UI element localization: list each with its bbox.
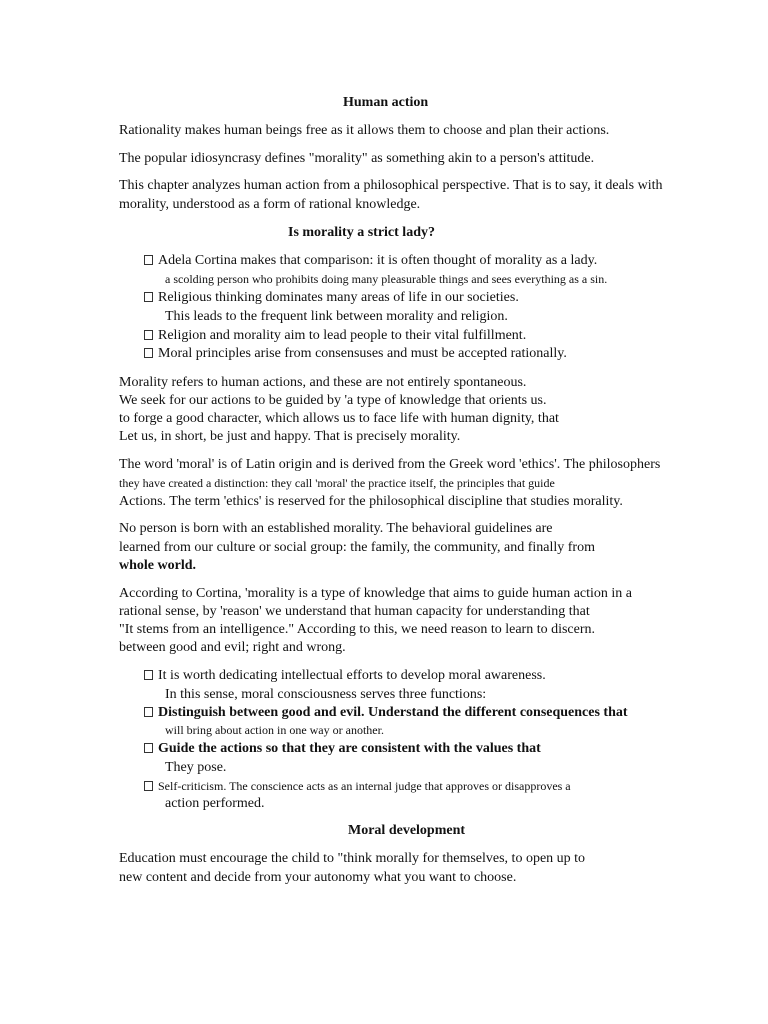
- checkbox-glyph-icon: [144, 743, 153, 753]
- paragraph-popular-idiosyncrasy: The popular idiosyncrasy defines "morality" as something akin to a person's attitude.: [119, 151, 595, 166]
- section-heading-moral-development: Moral development: [348, 823, 466, 838]
- paragraph-no-person-line-2: learned from our culture or social group: the family, the community, and finally from: [119, 540, 595, 555]
- paragraph-chapter-line-2: morality, understood as a form of rational knowledge.: [119, 197, 421, 212]
- paragraph-morality-line-2: We seek for our actions to be guided by 'a type of knowledge that orients us.: [119, 393, 547, 408]
- checkbox-glyph-icon: [144, 330, 153, 340]
- paragraph-rationality: Rationality makes human beings free as it allows them to choose and plan their actions.: [119, 123, 610, 138]
- checkbox-glyph-icon: [144, 348, 153, 358]
- paragraph-moral-origin-line-3: Actions. The term 'ethics' is reserved for the philosophical discipline that studies morality.: [119, 494, 623, 509]
- paragraph-morality-line-1: Morality refers to human actions, and these are not entirely spontaneous.: [119, 375, 527, 390]
- checkbox-glyph-icon: [144, 670, 153, 680]
- section-heading-strict-lady: Is morality a strict lady?: [288, 225, 435, 240]
- list-item: Guide the actions so that they are consistent with the values that: [144, 742, 541, 756]
- paragraph-education-line-2: new content and decide from your autonomy what you want to choose.: [119, 870, 517, 885]
- list-item: Religious thinking dominates many areas of life in our societies.: [144, 291, 519, 305]
- paragraph-morality-line-4: Let us, in short, be just and happy. That is precisely morality.: [119, 429, 461, 444]
- paragraph-cortina-line-4: between good and evil; right and wrong.: [119, 640, 346, 655]
- checkbox-glyph-icon: [144, 781, 153, 791]
- list-item-subtext: action performed.: [165, 796, 265, 811]
- list-item: It is worth dedicating intellectual efforts to develop moral awareness.: [144, 669, 546, 683]
- paragraph-no-person-line-3: whole world.: [119, 558, 196, 573]
- paragraph-moral-origin-line-1: The word 'moral' is of Latin origin and is derived from the Greek word 'ethics'. The philosophers: [119, 457, 661, 472]
- paragraph-chapter-line-1: This chapter analyzes human action from a philosophical perspective. That is to say, it deals with: [119, 178, 663, 193]
- list-item: Self-criticism. The conscience acts as an internal judge that approves or disapproves a: [144, 780, 571, 792]
- checkbox-glyph-icon: [144, 255, 153, 265]
- list-item: Adela Cortina makes that comparison: it is often thought of morality as a lady.: [144, 254, 597, 268]
- list-item-subtext: will bring about action in one way or another.: [165, 723, 384, 737]
- paragraph-moral-origin-line-2: they have created a distinction: they call 'moral' the practice itself, the principles that guide: [119, 476, 555, 490]
- checkbox-glyph-icon: [144, 292, 153, 302]
- list-item-subtext: In this sense, moral consciousness serves three functions:: [165, 687, 487, 702]
- list-item: Religion and morality aim to lead people to their vital fulfillment.: [144, 329, 526, 343]
- paragraph-cortina-line-3: "It stems from an intelligence." According to this, we need reason to learn to discern.: [119, 622, 596, 637]
- checkbox-glyph-icon: [144, 707, 153, 717]
- paragraph-cortina-line-2: rational sense, by 'reason' we understand that human capacity for understanding that: [119, 604, 590, 619]
- paragraph-education-line-1: Education must encourage the child to "think morally for themselves, to open up to: [119, 851, 586, 866]
- list-item-subtext: They pose.: [165, 760, 227, 775]
- list-item-subtext: a scolding person who prohibits doing many pleasurable things and sees everything as a sin.: [165, 272, 608, 286]
- list-item-subtext: This leads to the frequent link between morality and religion.: [165, 309, 508, 324]
- list-item: Distinguish between good and evil. Understand the different consequences that: [144, 706, 628, 720]
- list-item: Moral principles arise from consensuses and must be accepted rationally.: [144, 347, 567, 361]
- page-title: Human action: [343, 95, 429, 110]
- paragraph-no-person-line-1: No person is born with an established morality. The behavioral guidelines are: [119, 521, 553, 536]
- paragraph-morality-line-3: to forge a good character, which allows us to face life with human dignity, that: [119, 411, 559, 426]
- paragraph-cortina-line-1: According to Cortina, 'morality is a type of knowledge that aims to guide human action in a: [119, 586, 633, 601]
